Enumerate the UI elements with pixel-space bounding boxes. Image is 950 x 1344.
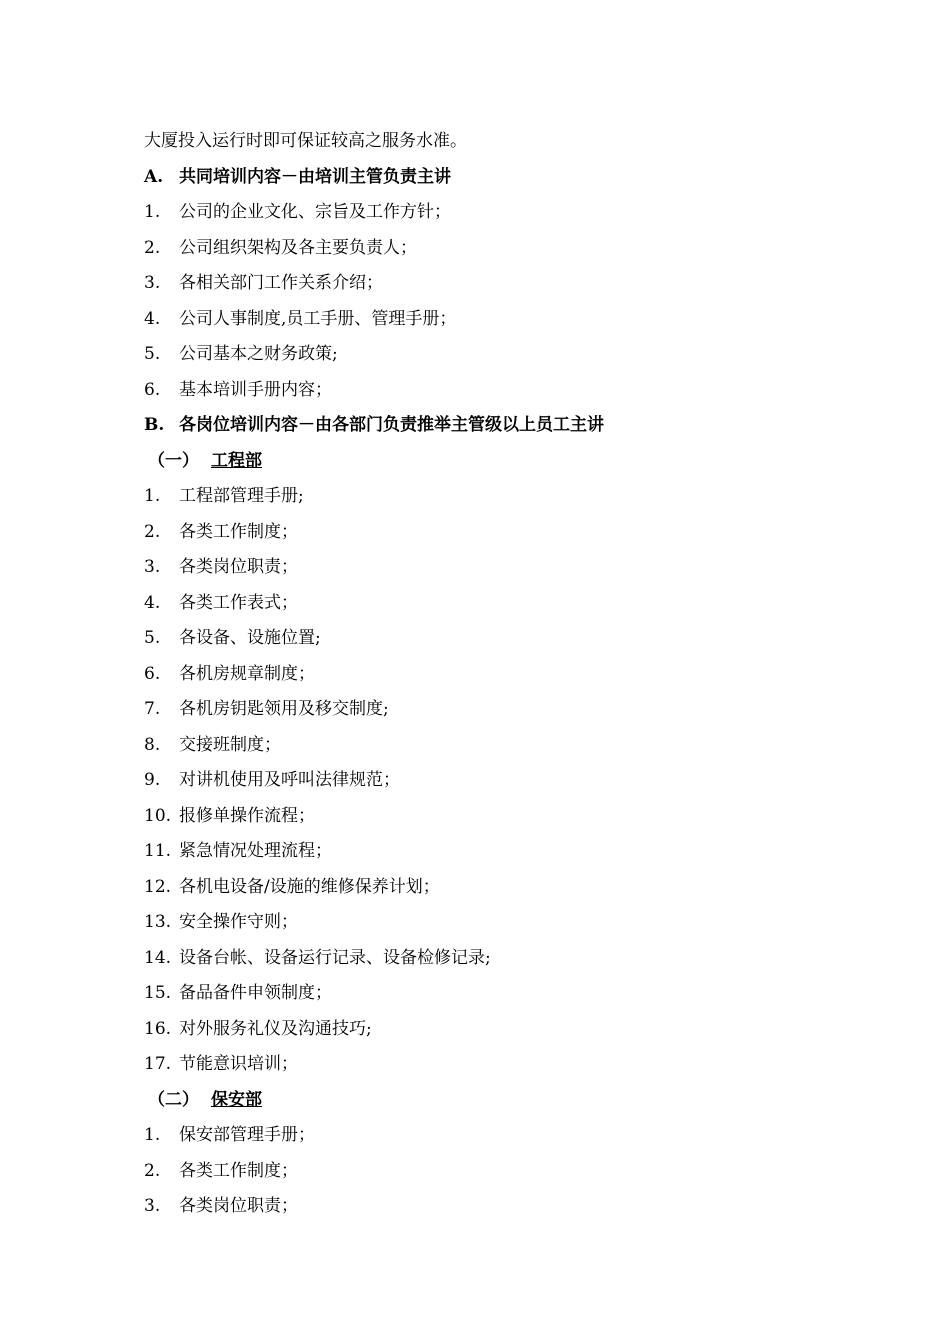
list-item-text: 各设备、设施位置;: [179, 628, 321, 648]
list-item: [144, 586, 844, 622]
list-item-number: 14.: [144, 947, 172, 968]
list-item-text: 各类岗位职责；: [179, 1196, 298, 1216]
list-item-text: 各类岗位职责；: [179, 557, 298, 577]
section-b-heading: [144, 408, 844, 444]
list-item: [144, 941, 844, 977]
dept-2-number: （二）: [148, 1089, 199, 1110]
list-item-number: 2.: [144, 521, 161, 542]
list-item-number: 5.: [144, 344, 161, 364]
list-item-number: 15.: [144, 983, 172, 1003]
list-item: [144, 1154, 844, 1190]
list-item-text: 各机房钥匙领用及移交制度;: [179, 699, 389, 719]
intro-line: 大厦投入运行时即可保证较高之服务水准。: [144, 131, 467, 151]
list-item-number: 2.: [144, 237, 161, 258]
list-item-number: 4.: [144, 308, 161, 329]
list-item-number: 3.: [144, 273, 161, 293]
section-a-heading: [144, 160, 844, 196]
list-item-text: 各相关部门工作关系介绍；: [179, 273, 383, 293]
list-item: [144, 302, 844, 338]
section-a-title: 共同培训内容－由培训主管负责主讲: [179, 166, 451, 187]
list-item-number: 17.: [144, 1054, 172, 1074]
list-item: [144, 515, 844, 551]
dept-1-number: （一）: [148, 450, 199, 471]
list-item-text: 对讲机使用及呼叫法律规范；: [179, 770, 400, 790]
list-item: [144, 976, 844, 1012]
list-item-number: 6.: [144, 379, 161, 400]
list-item-number: 3.: [144, 557, 161, 577]
list-item: [144, 550, 844, 586]
list-item-text: 公司组织架构及各主要负责人；: [179, 237, 417, 258]
list-item-text: 公司的企业文化、宗旨及工作方针；: [179, 202, 451, 222]
list-item: [144, 1189, 844, 1225]
list-item-text: 各机电设备/设施的维修保养计划；: [179, 876, 440, 897]
list-item: [144, 1012, 844, 1048]
list-item: [144, 692, 844, 728]
list-item-text: 各类工作表式；: [179, 592, 298, 613]
list-item: [144, 373, 844, 409]
list-item-text: 节能意识培训；: [179, 1054, 298, 1074]
list-item-number: 4.: [144, 592, 161, 613]
list-item: [144, 1047, 844, 1083]
list-item: [144, 621, 844, 657]
list-item-text: 各类工作制度；: [179, 1160, 298, 1181]
section-b-label: B.: [144, 415, 165, 435]
list-item-number: 1.: [144, 486, 161, 506]
list-item: [144, 195, 844, 231]
list-item-text: 工程部管理手册;: [179, 486, 304, 506]
list-item-text: 安全操作守则；: [179, 912, 298, 932]
list-item: [144, 337, 844, 373]
list-item-number: 1.: [144, 1125, 161, 1145]
dept-1-name: 工程部: [211, 450, 262, 471]
list-item: [144, 870, 844, 906]
list-item: [144, 799, 844, 835]
list-item-text: 备品备件申领制度；: [179, 983, 332, 1003]
list-item-number: 10.: [144, 805, 172, 826]
list-item-number: 3.: [144, 1196, 161, 1216]
list-item-number: 1.: [144, 202, 161, 222]
dept-2-name: 保安部: [211, 1089, 262, 1110]
list-item-text: 报修单操作流程；: [179, 805, 315, 826]
list-item-text: 交接班制度；: [179, 734, 281, 755]
section-a-label: A.: [144, 166, 164, 187]
list-item: [144, 657, 844, 693]
list-item: [144, 266, 844, 302]
list-item: [144, 1118, 844, 1154]
list-item-number: 6.: [144, 663, 161, 684]
dept-1-heading: [144, 444, 844, 480]
list-item-text: 公司人事制度,员工手册、管理手册；: [179, 308, 457, 329]
list-item: [144, 479, 844, 515]
list-item-number: 9.: [144, 770, 161, 790]
list-item-number: 2.: [144, 1160, 161, 1181]
list-item: [144, 231, 844, 267]
list-item-number: 5.: [144, 628, 161, 648]
document-body: [144, 124, 844, 1225]
list-item-number: 13.: [144, 912, 172, 932]
list-item: [144, 728, 844, 764]
list-item-number: 8.: [144, 734, 161, 755]
list-item-text: 各类工作制度；: [179, 521, 298, 542]
list-item-text: 公司基本之财务政策;: [179, 344, 338, 364]
section-b-title: 各岗位培训内容－由各部门负责推举主管级以上员工主讲: [179, 415, 604, 435]
dept-2-heading: [144, 1083, 844, 1119]
list-item-text: 各机房规章制度；: [179, 663, 315, 684]
list-item: [144, 834, 844, 870]
list-item: [144, 905, 844, 941]
list-item-text: 对外服务礼仪及沟通技巧;: [179, 1018, 372, 1039]
list-item-text: 紧急情况处理流程；: [179, 841, 332, 861]
list-item: [144, 763, 844, 799]
list-item-text: 基本培训手册内容；: [179, 379, 332, 400]
list-item-number: 16.: [144, 1018, 172, 1039]
list-item-number: 12.: [144, 876, 172, 897]
list-item-number: 7.: [144, 699, 161, 719]
list-item-text: 保安部管理手册；: [179, 1125, 315, 1145]
list-item-number: 11.: [144, 841, 172, 861]
list-item-text: 设备台帐、设备运行记录、设备检修记录;: [179, 947, 491, 968]
